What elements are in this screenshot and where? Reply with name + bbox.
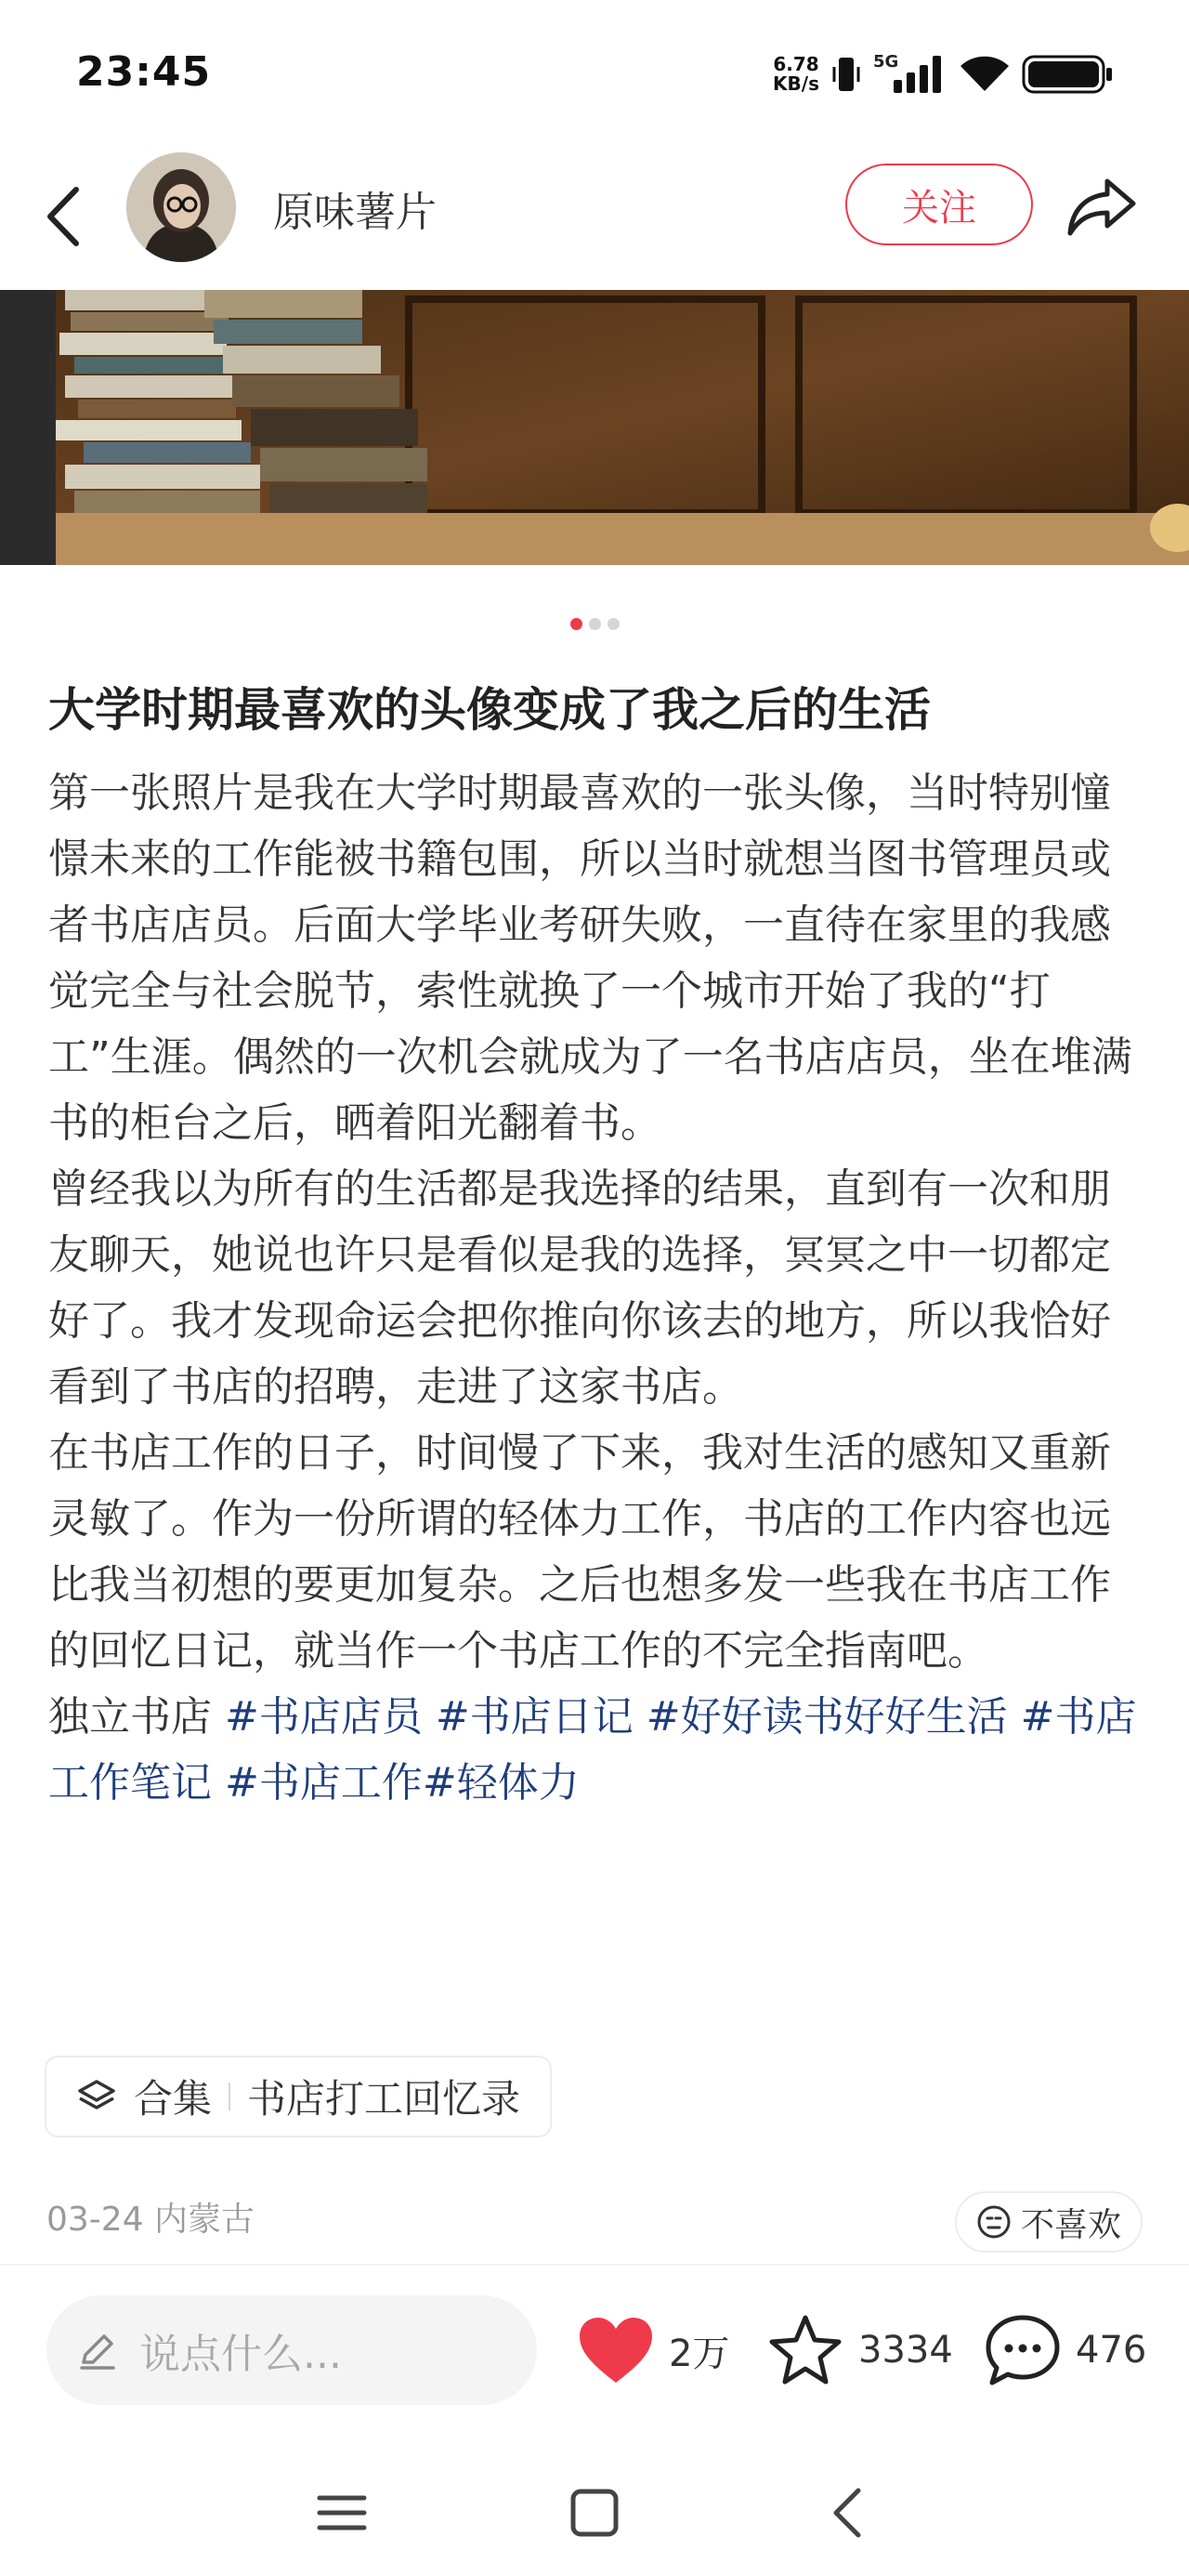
note-body — [48, 760, 1144, 1816]
share-button[interactable] — [1063, 167, 1141, 245]
note-paragraph: 在书店工作的日子，时间慢了下来，我对生活的感知又重新灵敏了。作为一份所谓的轻体力工作，书店的工作内容也远比我当初想的要更加复杂。之后也想多发一些我在书店工作的回忆日记，就当作一个书店工作的不完全指南吧。 — [48, 1429, 1111, 1675]
signal-icon — [873, 52, 947, 97]
collect-button[interactable] — [765, 2310, 953, 2390]
dislike-label: 不喜欢 — [1020, 2205, 1121, 2244]
collect-count: 3334 — [858, 2329, 953, 2372]
comment-count: 476 — [1076, 2329, 1147, 2372]
star-icon — [765, 2312, 845, 2388]
note-paragraph: 第一张照片是我在大学时期最喜欢的一张头像，当时特别憧憬未来的工作能被书籍包围，所以当时就想当图书管理员或者书店店员。后面大学毕业考研失败，一直待在家里的我感觉完全与社会脱节，索性就换了一个城市开始了我的“打工”生涯。偶然的一次机会就成为了一名书店店员，坐在堆满书的柜台之后，晒着阳光翻着书。 — [48, 769, 1132, 1147]
hashtag-link[interactable]: #好好读书好好生活 — [646, 1693, 1008, 1741]
home-icon — [569, 2488, 620, 2538]
dislike-button[interactable] — [955, 2191, 1143, 2253]
follow-button[interactable]: 关注 — [845, 164, 1033, 245]
vibrate-icon — [830, 54, 862, 95]
author-name[interactable]: 原味薯片 — [273, 189, 437, 236]
back-button[interactable] — [35, 175, 91, 258]
status-icons — [773, 50, 1115, 99]
hashtag-link[interactable]: #书店店员 — [225, 1693, 423, 1741]
like-button[interactable] — [576, 2310, 729, 2390]
battery-icon — [1022, 53, 1115, 96]
note-tags — [48, 1684, 1144, 1816]
topic-text: 独立书店 — [48, 1693, 225, 1741]
action-bar-divider — [0, 2264, 1189, 2266]
system-nav-bar — [0, 2453, 1189, 2576]
wifi-icon — [959, 54, 1011, 95]
note-photo[interactable] — [0, 290, 1189, 565]
neutral-face-icon — [976, 2204, 1012, 2240]
collection-divider — [229, 2083, 230, 2110]
menu-button[interactable] — [305, 2476, 379, 2550]
network-type: 5G — [873, 52, 899, 72]
menu-icon — [316, 2491, 368, 2535]
like-count: 2万 — [669, 2332, 730, 2375]
carousel-indicator — [0, 618, 1189, 630]
hashtag-link[interactable]: #书店工作 — [225, 1759, 423, 1807]
collection-label: 合集 — [134, 2076, 213, 2122]
note-paragraph: 曾经我以为所有的生活都是我选择的结果，直到有一次和朋友聊天，她说也许只是看似是我的选择，冥冥之中一切都定好了。我才发现命运会把你推向你该去的地方，所以我恰好看到了书店的招聘，走进了这家书店。 — [48, 1165, 1111, 1411]
carousel-dot[interactable] — [608, 618, 620, 630]
hashtag-link[interactable]: #书店日记 — [435, 1693, 634, 1741]
network-speed-unit: KB/s — [773, 72, 819, 95]
carousel-dot[interactable] — [589, 618, 601, 630]
author-avatar[interactable] — [126, 152, 236, 262]
carousel-dot[interactable] — [570, 618, 582, 630]
date-location: 03-24 内蒙古 — [46, 2201, 255, 2239]
collection-chip[interactable] — [45, 2056, 552, 2137]
back-icon — [829, 2487, 866, 2539]
note-title: 大学时期最喜欢的头像变成了我之后的生活 — [48, 683, 931, 737]
comments-button[interactable] — [983, 2310, 1146, 2390]
comment-bubble-icon — [983, 2312, 1063, 2388]
collection-name: 书店打工回忆录 — [247, 2076, 521, 2122]
heart-icon — [576, 2314, 656, 2386]
home-button[interactable] — [557, 2476, 632, 2550]
hashtag-link[interactable]: #书店工作笔记 — [48, 1693, 1137, 1807]
back-arrow-icon — [45, 184, 82, 249]
share-icon — [1066, 176, 1137, 237]
hashtag-link[interactable]: #轻体力 — [422, 1759, 580, 1807]
note-header — [0, 149, 1189, 288]
network-speed — [773, 55, 819, 94]
comment-input[interactable] — [46, 2295, 537, 2405]
network-speed-value: 6.78 — [773, 53, 819, 75]
nav-back-button[interactable] — [810, 2476, 884, 2550]
comment-placeholder: 说点什么... — [139, 2331, 342, 2378]
status-bar — [0, 0, 1189, 149]
layers-icon — [76, 2076, 117, 2117]
status-time: 23:45 — [76, 48, 212, 96]
pencil-icon — [76, 2329, 119, 2372]
